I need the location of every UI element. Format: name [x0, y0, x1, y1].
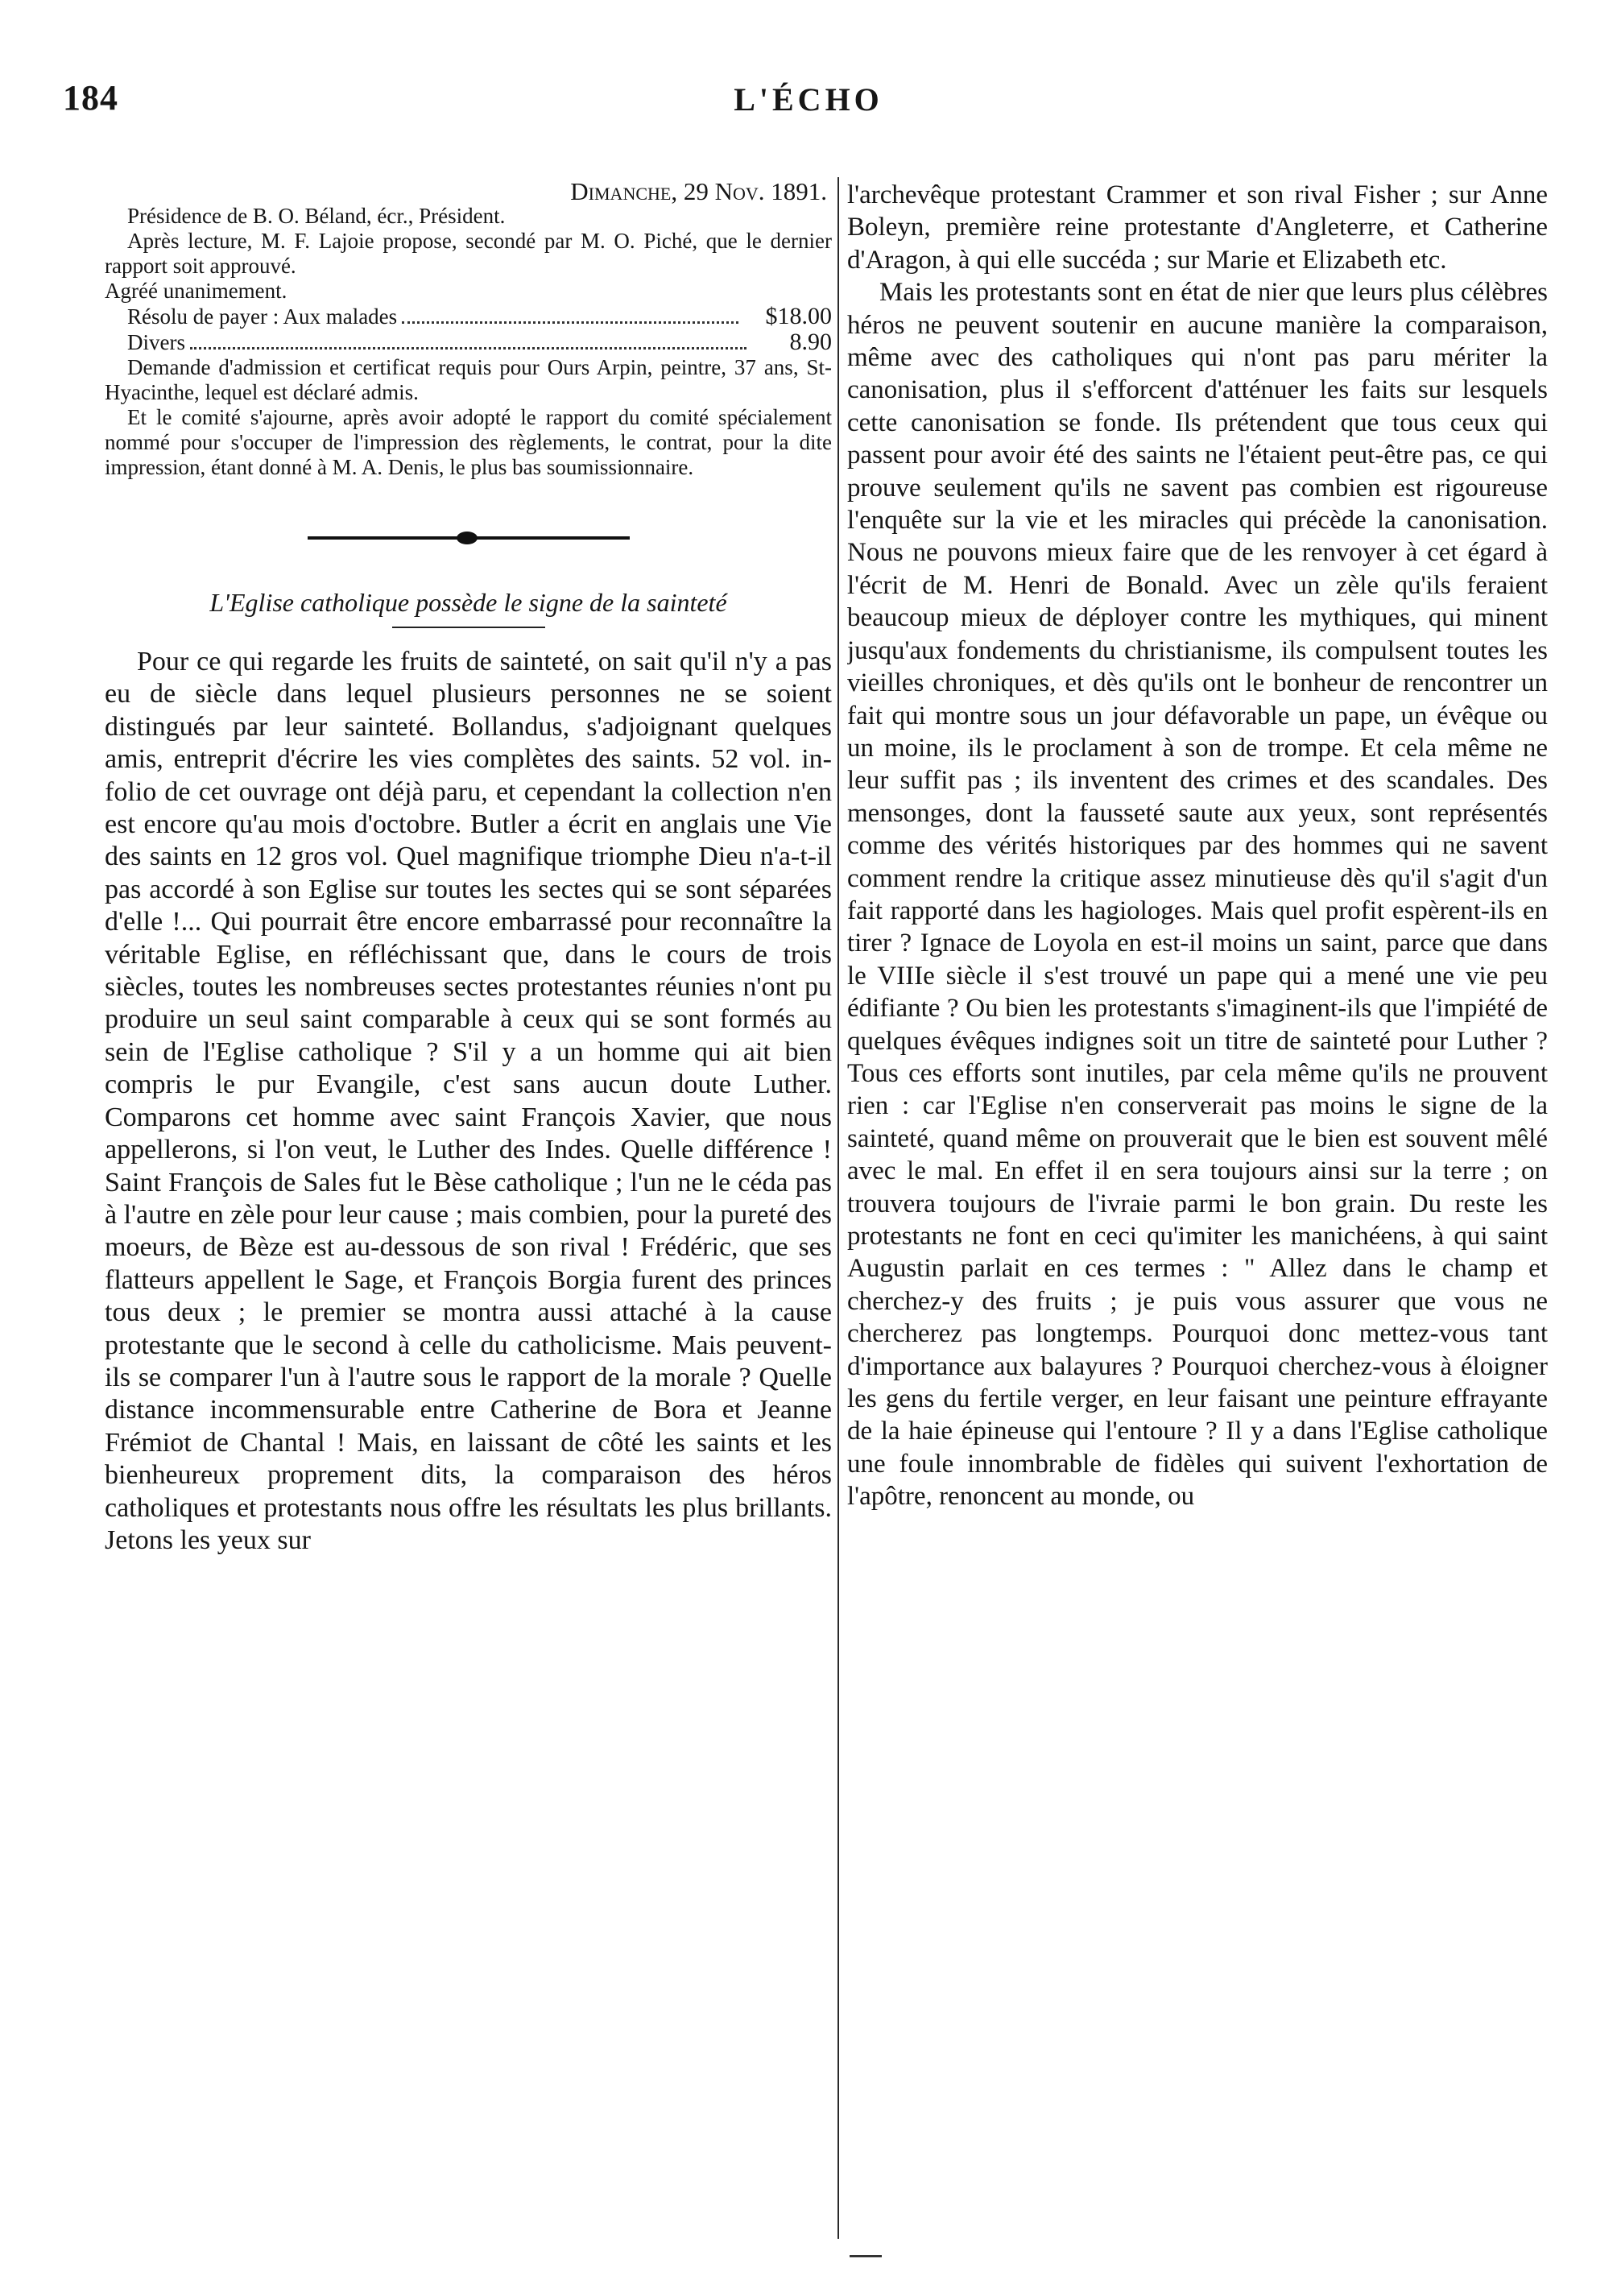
- dot-leader: [190, 347, 746, 350]
- article-continued: [847, 179, 1548, 1513]
- payment-line: [105, 304, 832, 329]
- payment-label: Divers: [127, 330, 185, 354]
- section-divider: [308, 536, 630, 540]
- running-head: L'ÉCHO: [734, 81, 883, 118]
- column-rule: [837, 177, 839, 2239]
- article-paragraph: Pour ce qui regarde les fruits de sainteté, on sait qu'il n'y a pas eu de siècle dans lequel plusieurs personnes ne se soient distingués par leur sainteté. Bollandus, s'adjoignant quelques amis, entreprit d'écrire les vies complètes des saints. 52 vol. in-folio de cet ouvrage ont déjà paru, et cependant la collection n'en est encore qu'au mois d'octobre. Butler a écrit en anglais une Vie des saints en 12 gros vol. Quel magnifique triomphe Dieu n'a-t-il pas accordé à son Eglise sur toutes les sectes qui se sont séparées d'elle !... Qui pourrait être encore embarrassé pour reconnaître la véritable Eglise, en réfléchissant que, dans le cours de trois siècles, toutes les nombreuses sectes protestantes réunies n'ont pu produire un seul saint comparable à ceux qui se sont formés au sein de l'Eglise catholique ? S'il y a un homme qui ait bien compris le pur Evangile, c'est sans aucun doute Luther. Comparons cet homme avec saint François Xavier, que nous appellerons, si l'on veut, le Luther des Indes. Quelle différence ! Saint François de Sales fut le Bèse catholique ; l'un ne le céda pas à l'autre en zèle pour leur cause ; mais combien, pour la pureté des moeurs, de Bèze est au-dessous de son rival ! Frédéric, que ses flatteurs appellent le Sage, et François Borgia furent des princes tous deux ; le premier se montra aussi attaché à la cause protestante que le second à celle du catholicisme. Mais peuvent-ils se comparer l'un à l'autre sous le rapport de la morale ? Quelle distance incommensurable entre Catherine de Bora et Jeanne Frémiot de Chantal ! Mais, en laissant de côté les saints et les bienheureux proprement dits, la comparaison des héros catholiques et protestants nous offre les résultats les plus brillants. Jetons les yeux sur: [105, 647, 832, 1555]
- left-column: [105, 179, 832, 2240]
- minutes-admission: Demande d'admission et certificat requis pour Ours Arpin, peintre, 37 ans, St-Hyacinthe, lequel est déclaré admis.: [105, 355, 832, 404]
- minutes-adjournment: Et le comité s'ajourne, après avoir adopté le rapport du comité spécialement nommé pour s'occuper de l'impression des règlements, le contrat, pour la dite impression, étant donné à M. A. Denis, le plus bas soumissionnaire.: [105, 405, 832, 479]
- payment-amount: $18.00: [765, 303, 832, 329]
- payment-line: [105, 329, 832, 355]
- article-paragraph: Mais les protestants sont en état de nier que leurs plus célèbres héros ne peuvent soutenir en aucune manière la comparaison, même avec des catholiques qui n'ont pas paru mériter la canonisation, plus il s'efforcent d'atténuer les faits sur lesquels cette canonisation se fonde. Ils prétendent que tous ceux qui passent pour avoir été des saints ne l'étaient peut-être pas, ce qui prouve seulement qu'ils ne savent pas combien est rigoureuse l'enquête sur la vie et les miracles qui précède la canonisation. Nous ne pouvons mieux faire que de les renvoyer à cet égard à l'écrit de M. Henri de Bonald. Avec un zèle qu'ils feraient beaucoup mieux de déployer contre les mythiques, qui minent jusqu'aux fondements du christianisme, ils compulsent toutes les vieilles chroniques, et dès qu'ils ont le bonheur de rencontrer un fait qui montre sous un jour défavorable un pape, un évêque ou un moine, ils le proclament à son de trompe. Et cela même ne leur suffit pas ; ils inventent des crimes et des scandales. Des mensonges, dont la fausseté saute aux yeux, sont représentés comme des vérités historiques par des hommes qui ne savent comment rendre la critique assez minutieuse dès qu'il s'agit d'un fait rapporté dans les hagiologes. Mais quel profit espèrent-ils en tirer ? Ignace de Loyola en est-il moins un saint, parce que dans le VIIIe siècle il s'est trouvé un pape qui a mené une vie peu édifiante ? Ou bien les protestants s'imaginent-ils que l'impiété de quelques évêques indignes soit un titre de sainteté pour Luther ? Tous ces efforts sont inutiles, par cela même qu'ils ne prouvent rien : car l'Eglise n'en conserverait pas moins le signe de la sainteté, quand même on prouverait que le bien est souvent mêlé avec le mal. En effet il en sera toujours ainsi sur la terre ; on trouvera toujours de l'ivraie parmi le bon grain. Du reste les protestants ne font en ceci qu'imiter les manichéens, à qui saint Augustin parlait en ces termes : " Allez dans le champ et cherchez-y des fruits ; je puis vous assurer que vous ne chercherez pas longtemps. Pourquoi donc mettez-vous tant d'importance aux balayures ? Pourquoi cherchez-vous à éloigner les gens du fertile verger, en leur faisant une peinture effrayante de la haie épineuse qui l'entoure ? Il y a dans l'Eglise catholique une foule innombrable de fidèles qui suivent l'exhortation de l'apôtre, renoncent au monde, ou: [847, 278, 1548, 1512]
- article-title: L'Eglise catholique possède le signe de la sainteté: [209, 588, 727, 617]
- dot-leader: [402, 321, 738, 324]
- bottom-mark: [850, 2255, 882, 2257]
- payment-amount: 8.90: [789, 329, 832, 355]
- minutes-presidency: Présidence de B. O. Béland, écr., Président.: [127, 204, 506, 228]
- title-underline: [392, 627, 545, 628]
- page-number: 184: [63, 78, 118, 118]
- minutes-agreed: Agréé unanimement.: [105, 279, 287, 303]
- payment-label: Résolu de payer : Aux malades: [127, 304, 398, 329]
- minutes-dateline: Dimanche, 29 Nov. 1891.: [570, 179, 827, 205]
- article: [105, 586, 832, 1557]
- article-paragraph: l'archevêque protestant Crammer et son rival Fisher ; sur Anne Boleyn, première reine protestante d'Angleterre, et Catherine d'Aragon, à qui elle succéda ; sur Marie et Elizabeth etc.: [847, 180, 1548, 275]
- right-column: [847, 179, 1548, 2240]
- meeting-minutes: [105, 179, 832, 480]
- minutes-approval: Après lecture, M. F. Lajoie propose, secondé par M. O. Piché, que le dernier rapport soit approuvé.: [105, 229, 832, 278]
